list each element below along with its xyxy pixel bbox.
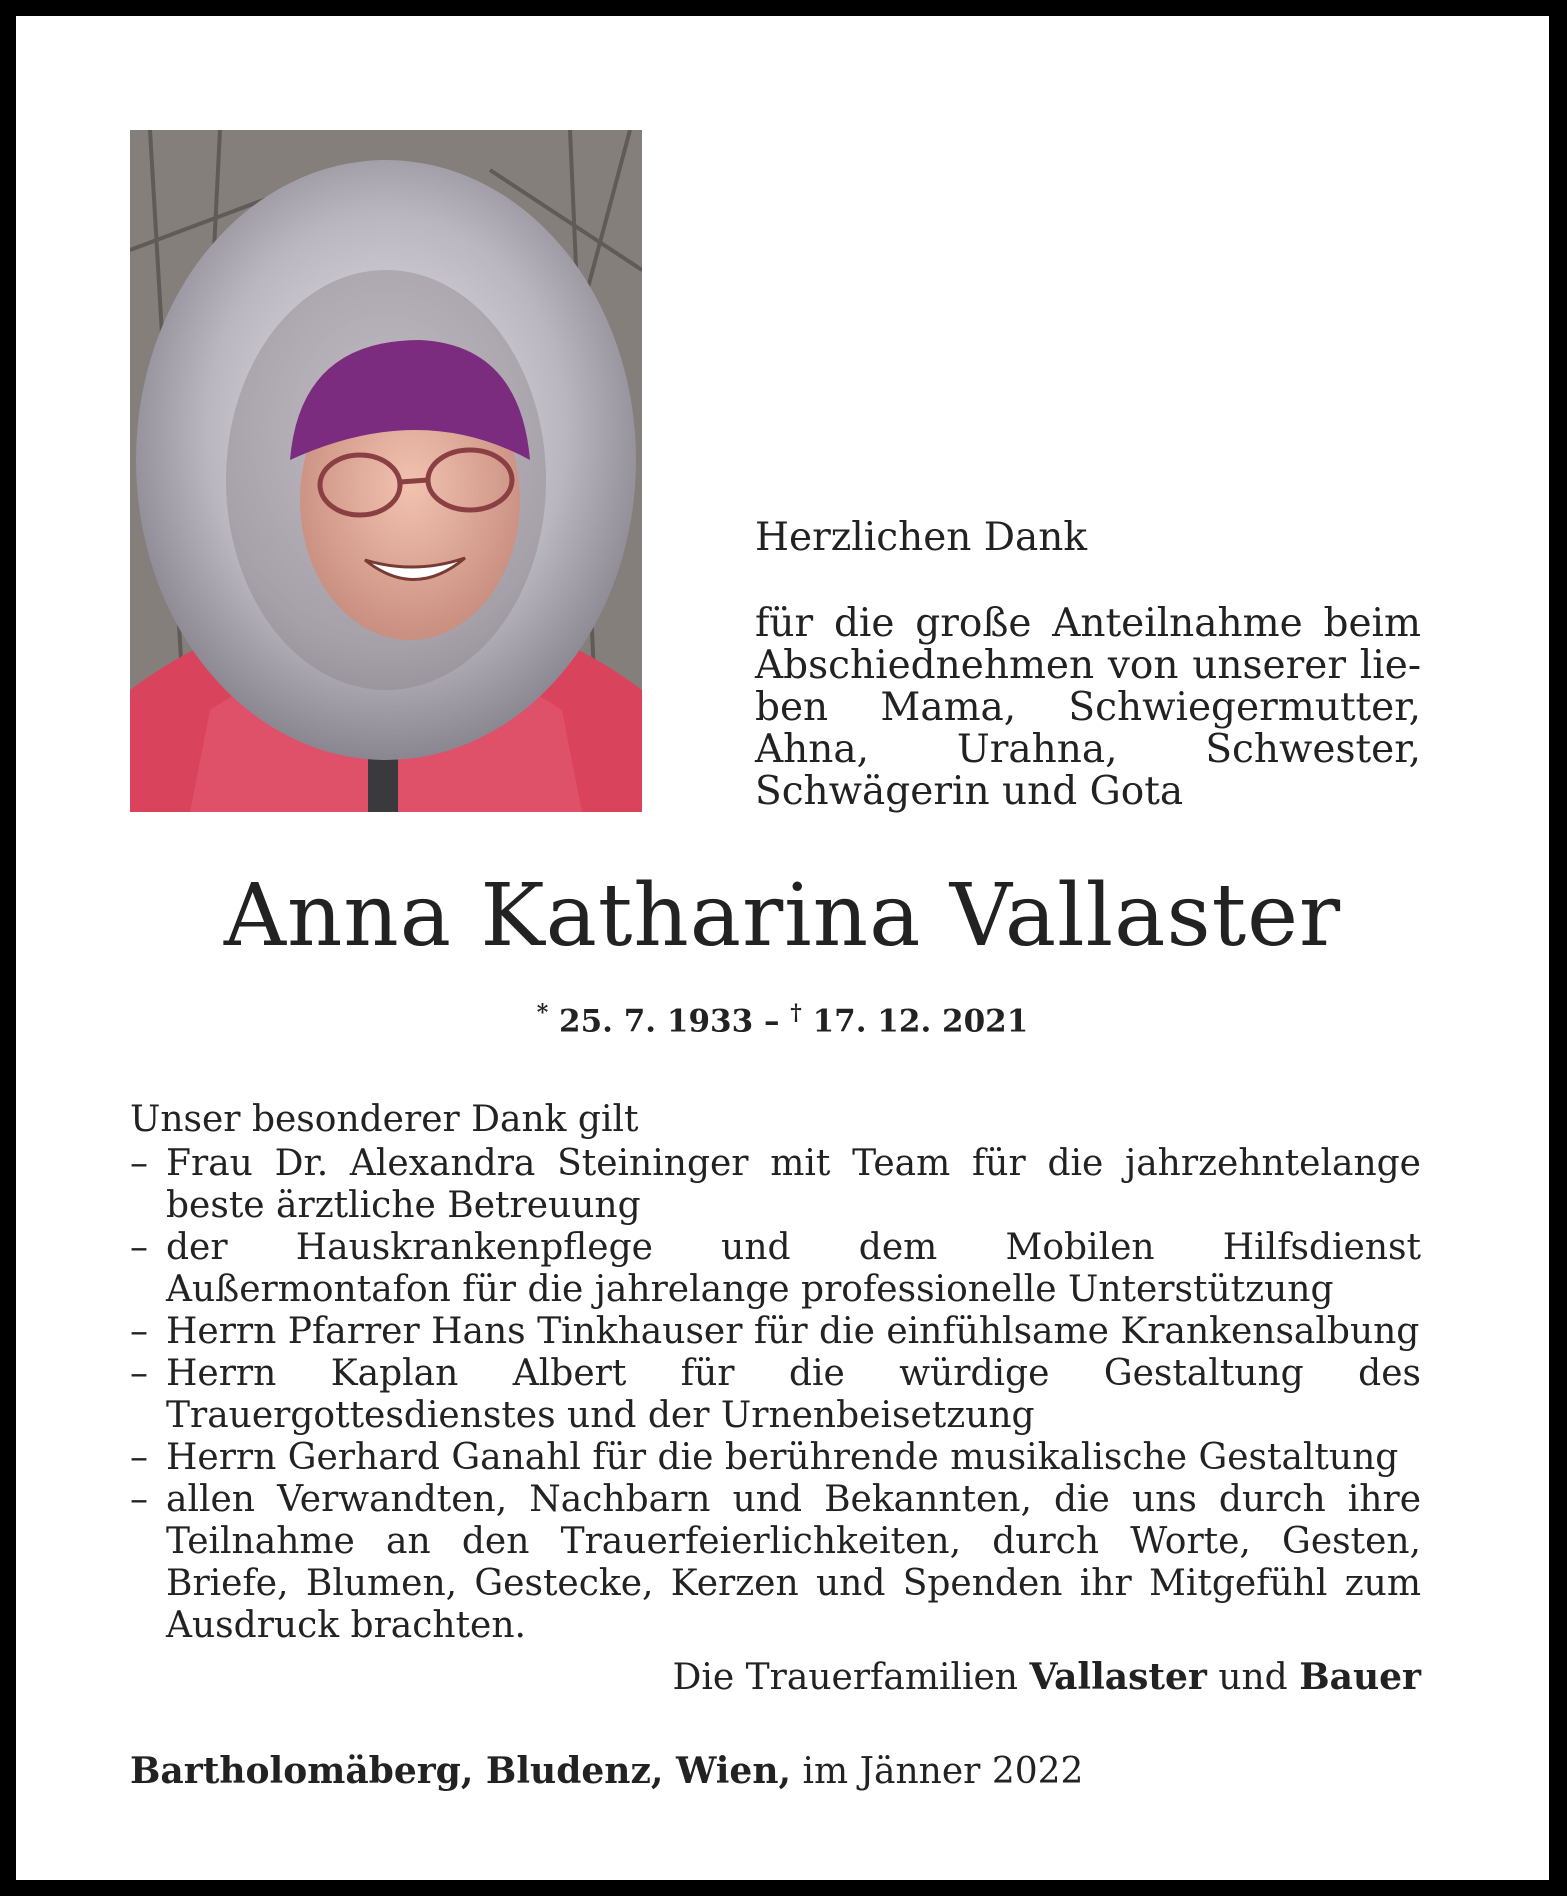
- list-dash: –: [130, 1479, 148, 1520]
- list-dash: –: [130, 1143, 148, 1184]
- list-item: [130, 1353, 1421, 1437]
- birth-date: 25. 7. 1933: [559, 1003, 754, 1040]
- locations: Bartholomäberg, Bludenz, Wien,: [130, 1750, 792, 1792]
- thanks-message: für die große Anteilnahme beim Abschiednehmen von unserer lieben Mama, Schwiegermutter, Ahna, Urahna, Schwester, Schwägerin und Gota: [755, 601, 1421, 814]
- list-dash: –: [130, 1437, 148, 1478]
- list-item-text: Frau Dr. Alexandra Steininger mit Team für die jahrzehntelange beste ärztliche Betreuung: [166, 1143, 1421, 1226]
- portrait-photo-icon: [130, 130, 642, 812]
- thanks-list: [130, 1143, 1421, 1647]
- list-item-text: Herrn Gerhard Ganahl für die berührende musikalische Gestaltung: [166, 1437, 1399, 1478]
- list-item-text: Herrn Kaplan Albert für die würdige Gestaltung des Trauergottesdienstes und der Urnenbeisetzung: [166, 1353, 1421, 1436]
- list-dash: –: [130, 1353, 148, 1394]
- special-thanks-intro: Unser besonderer Dank gilt: [130, 1099, 639, 1140]
- death-symbol: †: [790, 1000, 802, 1026]
- thanks-header-block: [755, 517, 1421, 813]
- family-signature: [130, 1656, 1421, 1698]
- place-and-date: [130, 1750, 1421, 1792]
- family-name-2: Bauer: [1299, 1656, 1421, 1698]
- list-item-text: der Hauskrankenpflege und dem Mobilen Hilfsdienst Außermontafon für die jahrelange professionelle Unterstützung: [166, 1227, 1421, 1310]
- thanks-title: Herzlichen Dank: [755, 515, 1088, 560]
- deceased-name: Anna Katharina Vallaster: [223, 866, 1342, 966]
- publication-date: im Jänner 2022: [802, 1751, 1084, 1792]
- portrait-photo: [130, 130, 642, 812]
- date-separator: –: [763, 1003, 780, 1040]
- list-item-text: allen Verwandten, Nachbarn und Bekannten, die uns durch ihre Teilnahme an den Trauerfeierlichkeiten, durch Worte, Gesten, Briefe, Blumen, Gestecke, Kerzen und Spenden ihr Mitgefühl zum Ausdruck brachten.: [166, 1479, 1421, 1646]
- list-item: [130, 1479, 1421, 1647]
- list-item: [130, 1311, 1421, 1353]
- list-dash: –: [130, 1311, 148, 1352]
- signature-prefix: Die Trauerfamilien: [672, 1657, 1018, 1698]
- obituary-page: [16, 16, 1549, 1880]
- birth-symbol: *: [536, 1000, 549, 1026]
- list-item: [130, 1143, 1421, 1227]
- list-item: [130, 1227, 1421, 1311]
- special-thanks-section: [130, 1099, 1421, 1647]
- list-item: [130, 1437, 1421, 1479]
- list-item-text: Herrn Pfarrer Hans Tinkhauser für die einfühlsame Krankensalbung: [166, 1311, 1420, 1352]
- list-dash: –: [130, 1227, 148, 1268]
- death-date: 17. 12. 2021: [812, 1003, 1029, 1040]
- life-dates: [16, 1000, 1549, 1039]
- family-name-1: Vallaster: [1029, 1656, 1207, 1698]
- signature-conjunction: und: [1218, 1657, 1288, 1698]
